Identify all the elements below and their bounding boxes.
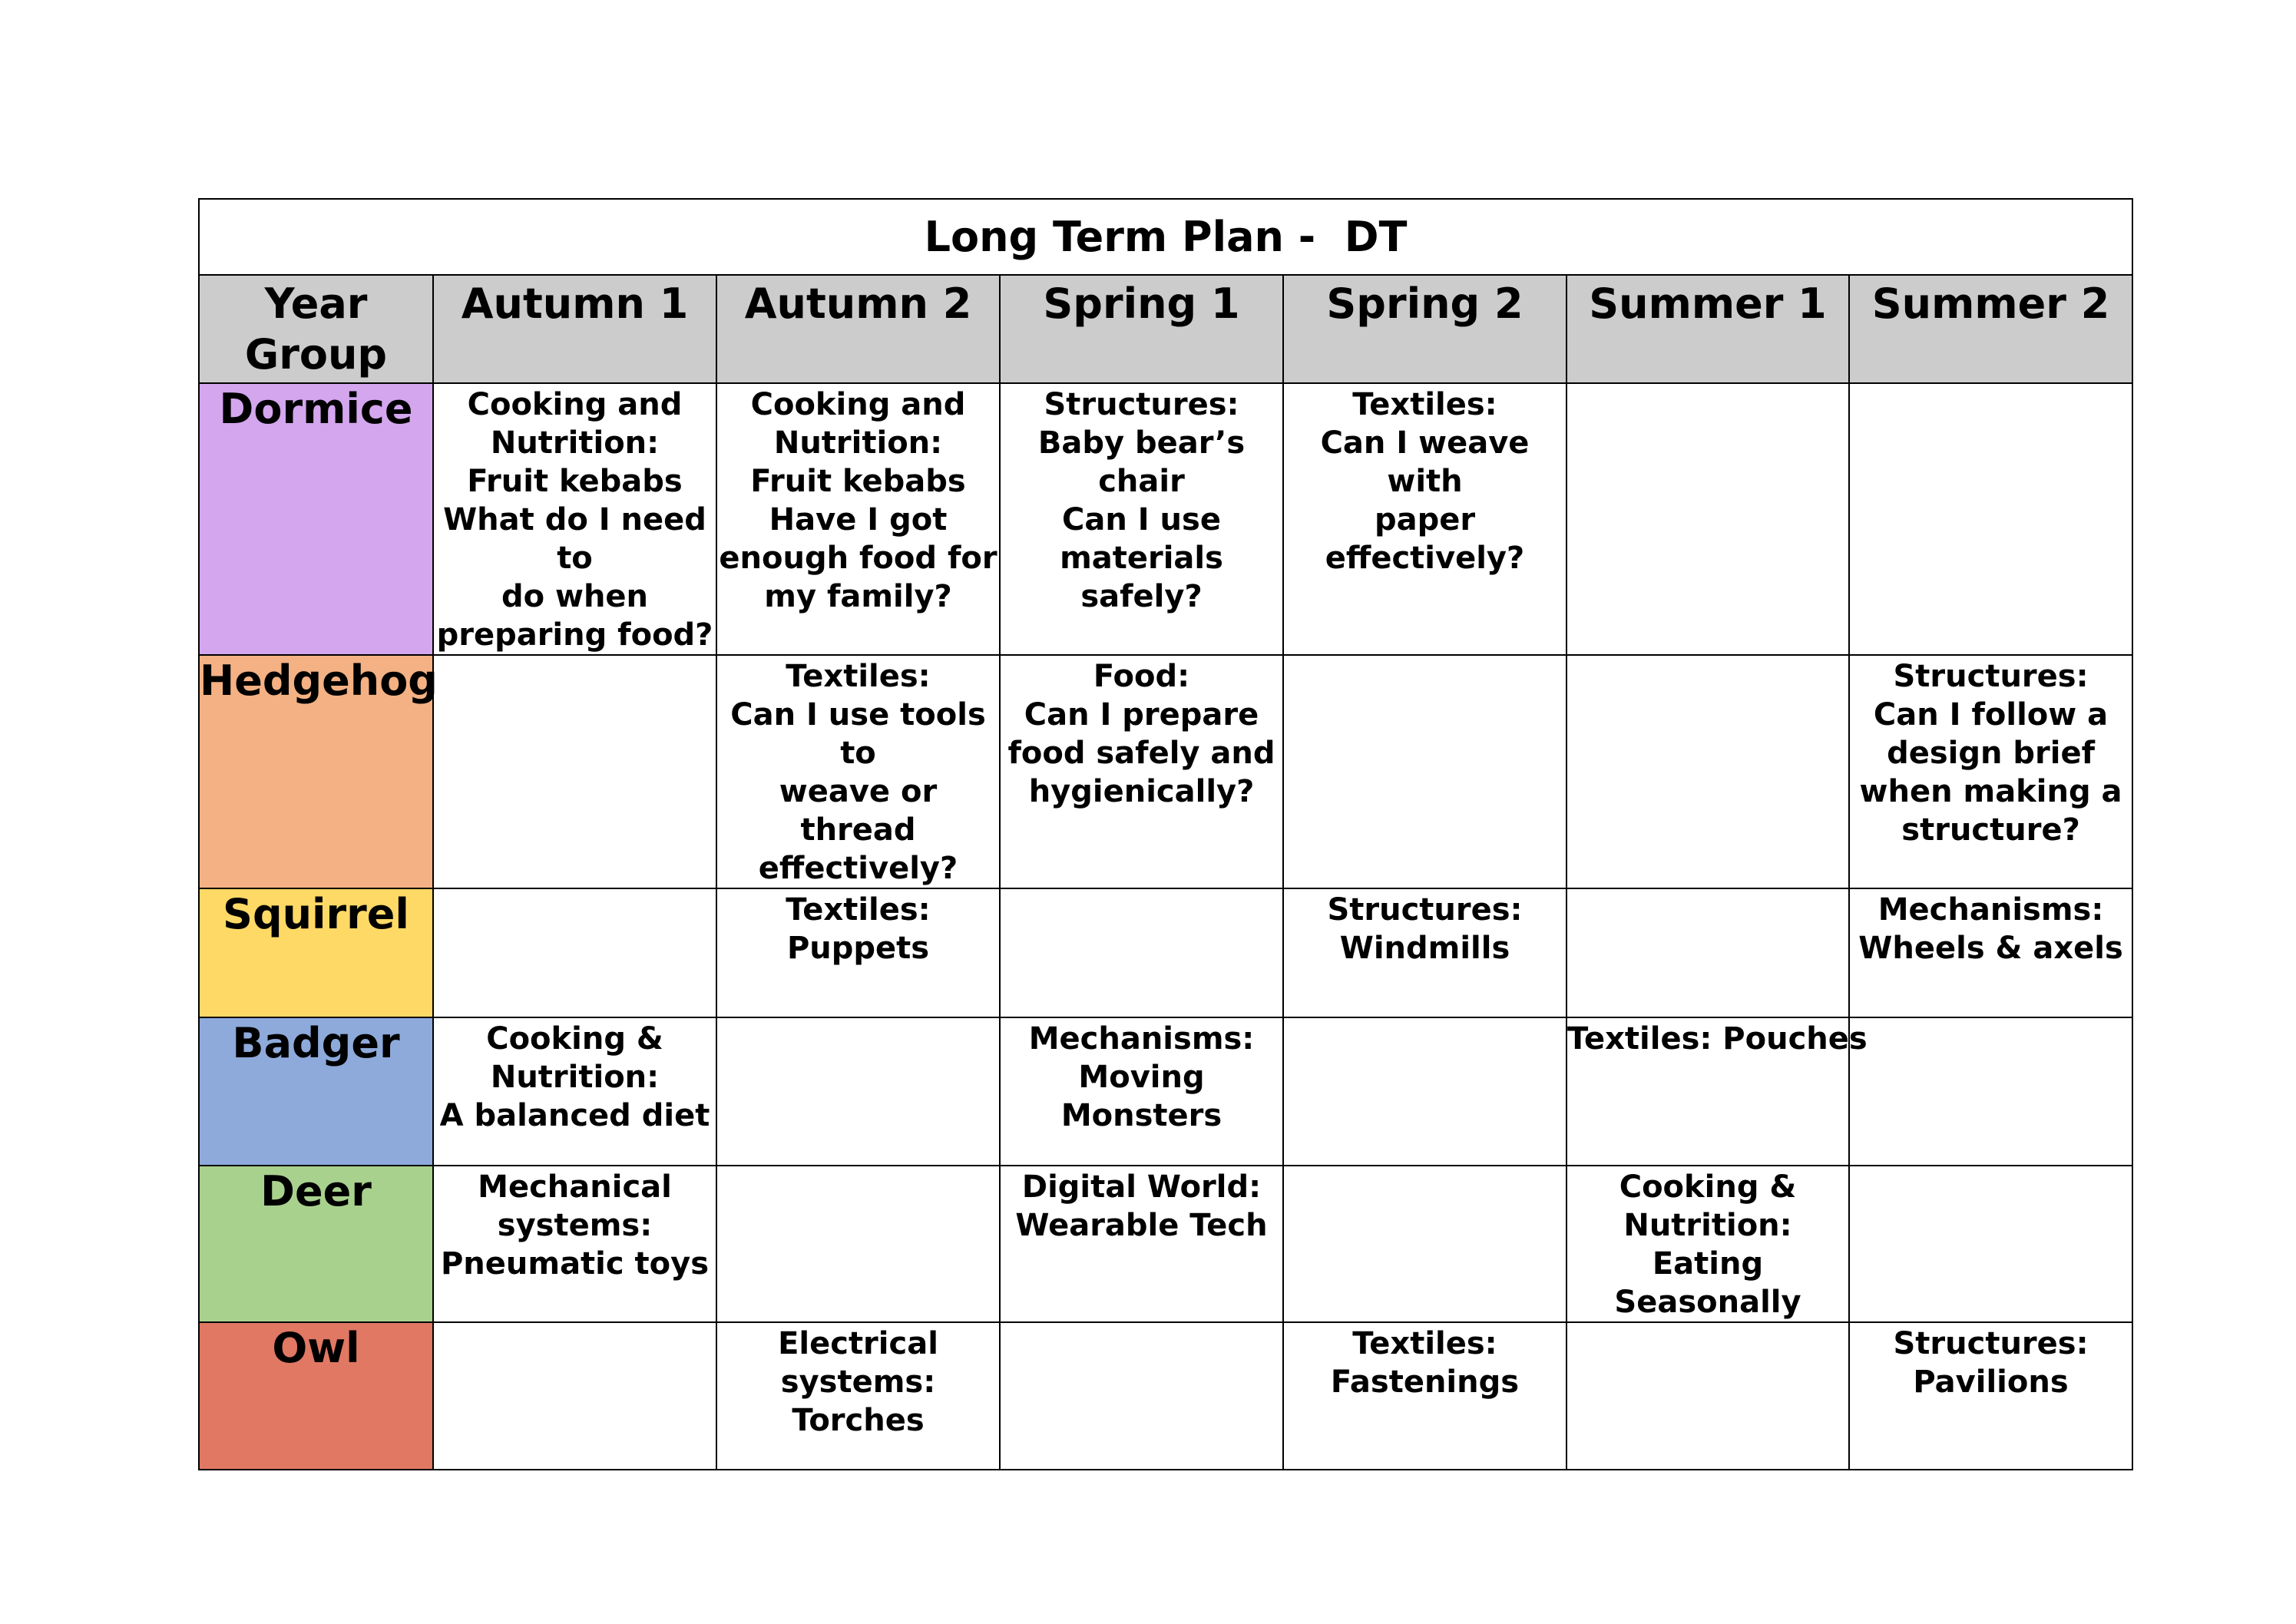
plan-cell — [1283, 1166, 1567, 1322]
plan-cell: Textiles: Can I weave with paper effectively? — [1283, 383, 1567, 655]
column-header-autumn-2: Autumn 2 — [716, 275, 1000, 383]
plan-cell — [1000, 888, 1283, 1017]
plan-cell — [716, 1017, 1000, 1166]
plan-cell: Textiles: Puppets — [716, 888, 1000, 1017]
year-group-badger: Badger — [199, 1017, 433, 1166]
column-header-summer-2: Summer 2 — [1849, 275, 2132, 383]
plan-cell — [433, 888, 716, 1017]
plan-cell: Food: Can I prepare food safely and hygienically? — [1000, 655, 1283, 888]
plan-cell — [433, 1322, 716, 1470]
year-group-owl: Owl — [199, 1322, 433, 1470]
table-row — [199, 383, 2132, 655]
plan-cell — [1849, 383, 2132, 655]
column-header-spring-1: Spring 1 — [1000, 275, 1283, 383]
plan-cell: Textiles: Pouches — [1567, 1017, 1849, 1166]
plan-cell — [1000, 1322, 1283, 1470]
plan-cell: Textiles: Fastenings — [1283, 1322, 1567, 1470]
column-header-year-group: Year Group — [199, 275, 433, 383]
plan-cell: Mechanical systems: Pneumatic toys — [433, 1166, 716, 1322]
column-header-spring-2: Spring 2 — [1283, 275, 1567, 383]
plan-cell — [1283, 655, 1567, 888]
plan-cell — [1567, 383, 1849, 655]
plan-cell: Cooking & Nutrition: A balanced diet — [433, 1017, 716, 1166]
plan-cell — [433, 655, 716, 888]
plan-cell: Textiles: Can I use tools to weave or thread effectively? — [716, 655, 1000, 888]
table-row — [199, 1166, 2132, 1322]
year-group-dormice: Dormice — [199, 383, 433, 655]
plan-cell: Structures: Windmills — [1283, 888, 1567, 1017]
column-header-summer-1: Summer 1 — [1567, 275, 1849, 383]
year-group-deer: Deer — [199, 1166, 433, 1322]
plan-cell: Digital World: Wearable Tech — [1000, 1166, 1283, 1322]
column-header-autumn-1: Autumn 1 — [433, 275, 716, 383]
header-row — [199, 275, 2132, 383]
plan-cell — [1849, 1166, 2132, 1322]
plan-cell: Cooking & Nutrition: Eating Seasonally — [1567, 1166, 1849, 1322]
table-row — [199, 888, 2132, 1017]
plan-cell: Mechanisms: Moving Monsters — [1000, 1017, 1283, 1166]
table-row — [199, 1017, 2132, 1166]
long-term-plan-table — [198, 198, 2133, 1470]
table-title: Long Term Plan - DT — [199, 199, 2132, 275]
plan-cell — [1567, 888, 1849, 1017]
plan-cell — [1567, 655, 1849, 888]
plan-cell: Cooking and Nutrition: Fruit kebabs What do I need to do when preparing food? — [433, 383, 716, 655]
plan-cell: Cooking and Nutrition: Fruit kebabs Have I got enough food for my family? — [716, 383, 1000, 655]
plan-cell — [716, 1166, 1000, 1322]
year-group-squirrel: Squirrel — [199, 888, 433, 1017]
plan-cell: Mechanisms: Wheels & axels — [1849, 888, 2132, 1017]
plan-cell: Electrical systems: Torches — [716, 1322, 1000, 1470]
plan-cell: Structures: Pavilions — [1849, 1322, 2132, 1470]
year-group-hedgehog: Hedgehog — [199, 655, 433, 888]
plan-cell — [1567, 1322, 1849, 1470]
plan-cell — [1283, 1017, 1567, 1166]
plan-cell: Structures: Baby bear’s chair Can I use materials safely? — [1000, 383, 1283, 655]
table-row — [199, 655, 2132, 888]
plan-cell — [1849, 1017, 2132, 1166]
table-row — [199, 1322, 2132, 1470]
plan-cell: Structures: Can I follow a design brief when making a structure? — [1849, 655, 2132, 888]
